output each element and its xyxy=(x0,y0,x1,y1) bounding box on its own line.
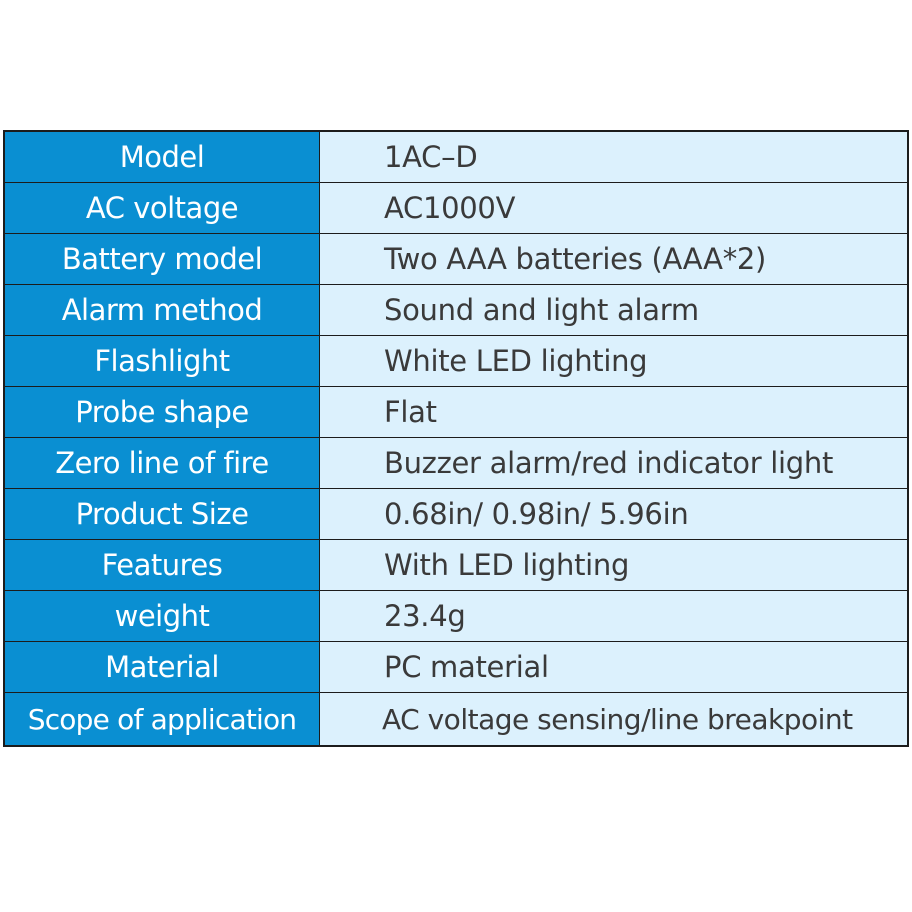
specification-table xyxy=(3,130,909,747)
spec-value: Buzzer alarm/red indicator light xyxy=(320,438,909,489)
spec-row-zero-line-of-fire xyxy=(4,438,908,489)
spec-value: White LED lighting xyxy=(320,336,909,387)
spec-label: Battery model xyxy=(4,234,320,285)
spec-value: With LED lighting xyxy=(320,540,909,591)
spec-label: Zero line of fire xyxy=(4,438,320,489)
spec-row-scope-of-application xyxy=(4,693,908,747)
spec-label: Material xyxy=(4,642,320,693)
spec-label: Flashlight xyxy=(4,336,320,387)
spec-row-features xyxy=(4,540,908,591)
spec-label: Model xyxy=(4,131,320,183)
spec-row-alarm-method xyxy=(4,285,908,336)
spec-row-ac-voltage xyxy=(4,183,908,234)
spec-label: Scope of application xyxy=(4,693,320,747)
spec-value: AC1000V xyxy=(320,183,909,234)
spec-row-material xyxy=(4,642,908,693)
spec-label: Product Size xyxy=(4,489,320,540)
spec-row-flashlight xyxy=(4,336,908,387)
spec-value: Flat xyxy=(320,387,909,438)
spec-value: 1AC–D xyxy=(320,131,909,183)
spec-value: 23.4g xyxy=(320,591,909,642)
spec-row-probe-shape xyxy=(4,387,908,438)
spec-label: Alarm method xyxy=(4,285,320,336)
spec-value: Sound and light alarm xyxy=(320,285,909,336)
spec-label: weight xyxy=(4,591,320,642)
spec-label: Probe shape xyxy=(4,387,320,438)
spec-value: PC material xyxy=(320,642,909,693)
spec-row-model xyxy=(4,131,908,183)
spec-row-battery-model xyxy=(4,234,908,285)
spec-label: AC voltage xyxy=(4,183,320,234)
spec-row-weight xyxy=(4,591,908,642)
spec-value: 0.68in/ 0.98in/ 5.96in xyxy=(320,489,909,540)
spec-label: Features xyxy=(4,540,320,591)
spec-value: AC voltage sensing/line breakpoint xyxy=(320,693,909,747)
spec-value: Two AAA batteries (AAA*2) xyxy=(320,234,909,285)
spec-row-product-size xyxy=(4,489,908,540)
